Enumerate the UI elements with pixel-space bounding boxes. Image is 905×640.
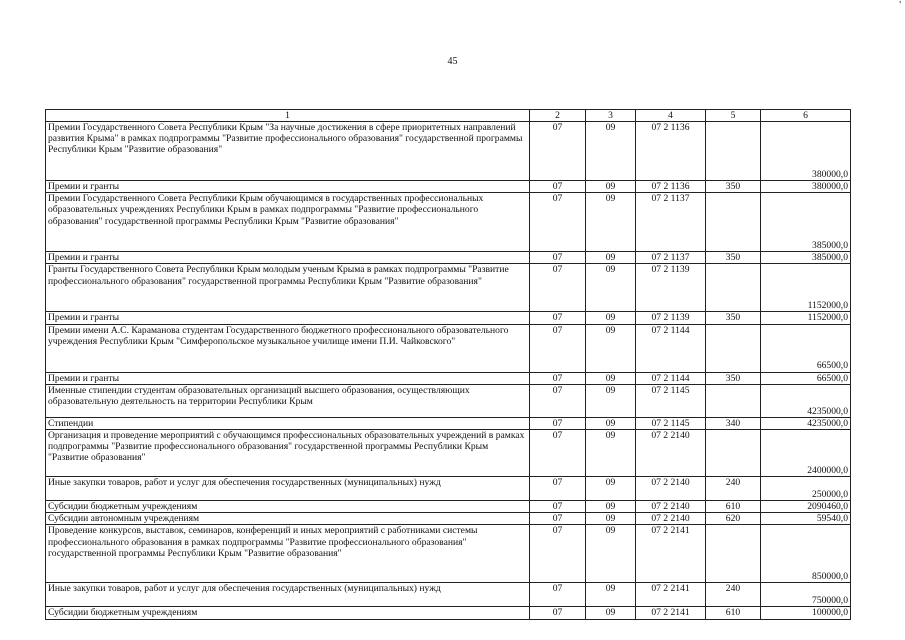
target-article-cell: 07 2 1139 [636,312,706,324]
target-article-cell: 07 2 2140 [636,430,706,477]
subsection-code-cell: 09 [586,525,636,583]
target-article-cell: 07 2 1136 [636,122,706,181]
row-name-cell: Премии Государственного Совета Республики Крым обучающимся в государственных профессиональных образовательных учреждениях Республики Крым в рамках подпрограммы "Развитие профессионального образования" государственной программы Республики Крым "Развитие образования" [46,193,530,252]
amount-cell: 385000,0 [761,193,851,252]
amount-cell: 100000,0 [761,607,851,619]
column-header: 4 [636,110,706,122]
expense-type-cell: 240 [706,477,761,501]
target-article-cell: 07 2 2141 [636,525,706,583]
table-row [46,264,851,312]
table-row [46,501,851,513]
table-row [46,525,851,583]
amount-cell: 59540,0 [761,513,851,525]
row-name-cell: Стипендии [46,417,530,429]
subsection-code-cell: 09 [586,430,636,477]
section-code-cell: 07 [530,264,586,312]
amount-cell: 1152000,0 [761,312,851,324]
row-name-cell: Премии и гранты [46,181,530,193]
section-code-cell: 07 [530,417,586,429]
subsection-code-cell: 09 [586,252,636,264]
amount-cell: 385000,0 [761,252,851,264]
column-header: 2 [530,110,586,122]
expense-type-cell: 350 [706,181,761,193]
subsection-code-cell: 09 [586,513,636,525]
amount-cell: 66500,0 [761,324,851,372]
row-name-cell: Премии Государственного Совета Республики Крым "За научные достижения в сфере приоритетных направлений развития Крыма" в рамках подпрограммы "Развитие профессионального образования" государственной программы Республики Крым "Развитие образования" [46,122,530,181]
table-row [46,312,851,324]
section-code-cell: 07 [530,312,586,324]
target-article-cell: 07 2 1137 [636,193,706,252]
subsection-code-cell: 09 [586,122,636,181]
section-code-cell: 07 [530,252,586,264]
table-row [46,181,851,193]
subsection-code-cell: 09 [586,312,636,324]
row-name-cell: Премии и гранты [46,312,530,324]
amount-cell: 250000,0 [761,477,851,501]
column-header: 1 [46,110,530,122]
amount-cell: 380000,0 [761,122,851,181]
amount-cell: 750000,0 [761,583,851,607]
row-name-cell: Иные закупки товаров, работ и услуг для обеспечения государственных (муниципальных) нужд [46,583,530,607]
expense-type-cell: 350 [706,252,761,264]
table-row [46,384,851,417]
expense-type-cell: 610 [706,501,761,513]
subsection-code-cell: 09 [586,417,636,429]
section-code-cell: 07 [530,525,586,583]
expense-type-cell [706,525,761,583]
target-article-cell: 07 2 2141 [636,583,706,607]
subsection-code-cell: 09 [586,501,636,513]
row-name-cell: Именные стипендии студентам образовательных организаций высшего образования, осуществляющих образовательную деятельность на территории Республики Крым [46,384,530,417]
section-code-cell: 07 [530,181,586,193]
table-row [46,477,851,501]
section-code-cell: 07 [530,193,586,252]
amount-cell: 4235000,0 [761,417,851,429]
section-code-cell: 07 [530,513,586,525]
table-row [46,513,851,525]
amount-cell: 380000,0 [761,181,851,193]
amount-cell: 66500,0 [761,372,851,384]
expense-type-cell: 350 [706,372,761,384]
row-name-cell: Гранты Государственного Совета Республики Крым молодым ученым Крыма в рамках подпрограммы "Развитие профессионального образования" государственной программы Республики Крым "Развитие образования" [46,264,530,312]
target-article-cell: 07 2 2140 [636,501,706,513]
target-article-cell: 07 2 1144 [636,372,706,384]
expense-type-cell: 610 [706,607,761,619]
row-name-cell: Организация и проведение мероприятий с обучающимся профессиональных образовательных учреждений в рамках подпрограммы "Развитие профессионального образования" государственной программы Республики Крым "Развитие образования" [46,430,530,477]
row-name-cell: Субсидии автономным учреждениям [46,513,530,525]
row-name-cell: Иные закупки товаров, работ и услуг для обеспечения государственных (муниципальных) нужд [46,477,530,501]
subsection-code-cell: 09 [586,583,636,607]
expense-type-cell [706,430,761,477]
target-article-cell: 07 2 1137 [636,252,706,264]
expense-type-cell: 620 [706,513,761,525]
amount-cell: 4235000,0 [761,384,851,417]
subsection-code-cell: 09 [586,193,636,252]
row-name-cell: Премии имени А.С. Караманова студентам Государственного бюджетного профессионального образовательного учреждения Республики Крым "Симферопольское музыкальное училище имени П.И. Чайковского" [46,324,530,372]
expense-type-cell: 240 [706,583,761,607]
expense-type-cell: 340 [706,417,761,429]
expense-type-cell [706,193,761,252]
section-code-cell: 07 [530,384,586,417]
subsection-code-cell: 09 [586,324,636,372]
table-row [46,252,851,264]
column-header: 3 [586,110,636,122]
expense-type-cell [706,122,761,181]
scan-artifact: ' [899,0,901,11]
amount-cell: 1152000,0 [761,264,851,312]
subsection-code-cell: 09 [586,607,636,619]
table-row [46,372,851,384]
table-row [46,324,851,372]
target-article-cell: 07 2 1145 [636,384,706,417]
row-name-cell: Премии и гранты [46,252,530,264]
table-row [46,430,851,477]
target-article-cell: 07 2 1136 [636,181,706,193]
target-article-cell: 07 2 1139 [636,264,706,312]
table-row [46,607,851,619]
expense-type-cell [706,324,761,372]
target-article-cell: 07 2 2140 [636,513,706,525]
subsection-code-cell: 09 [586,181,636,193]
column-header: 6 [761,110,851,122]
table-row [46,417,851,429]
subsection-code-cell: 09 [586,384,636,417]
row-name-cell: Премии и гранты [46,372,530,384]
table-header-row [46,110,851,122]
table-row [46,193,851,252]
table-row [46,122,851,181]
target-article-cell: 07 2 1145 [636,417,706,429]
section-code-cell: 07 [530,583,586,607]
budget-table [45,109,851,620]
expense-type-cell: 350 [706,312,761,324]
amount-cell: 850000,0 [761,525,851,583]
row-name-cell: Проведение конкурсов, выставок, семинаров, конференций и иных мероприятий с работниками системы профессионального образования в рамках подпрограммы "Развитие профессионального образования" государственной программы Республики Крым "Развитие образования" [46,525,530,583]
column-header: 5 [706,110,761,122]
subsection-code-cell: 09 [586,477,636,501]
section-code-cell: 07 [530,607,586,619]
section-code-cell: 07 [530,122,586,181]
table-row [46,583,851,607]
section-code-cell: 07 [530,324,586,372]
amount-cell: 2400000,0 [761,430,851,477]
row-name-cell: Субсидии бюджетным учреждениям [46,607,530,619]
target-article-cell: 07 2 2141 [636,607,706,619]
section-code-cell: 07 [530,477,586,501]
section-code-cell: 07 [530,501,586,513]
section-code-cell: 07 [530,430,586,477]
amount-cell: 2090460,0 [761,501,851,513]
page-number: 45 [447,56,458,67]
subsection-code-cell: 09 [586,264,636,312]
target-article-cell: 07 2 2140 [636,477,706,501]
section-code-cell: 07 [530,372,586,384]
subsection-code-cell: 09 [586,372,636,384]
expense-type-cell [706,264,761,312]
expense-type-cell [706,384,761,417]
row-name-cell: Субсидии бюджетным учреждениям [46,501,530,513]
target-article-cell: 07 2 1144 [636,324,706,372]
